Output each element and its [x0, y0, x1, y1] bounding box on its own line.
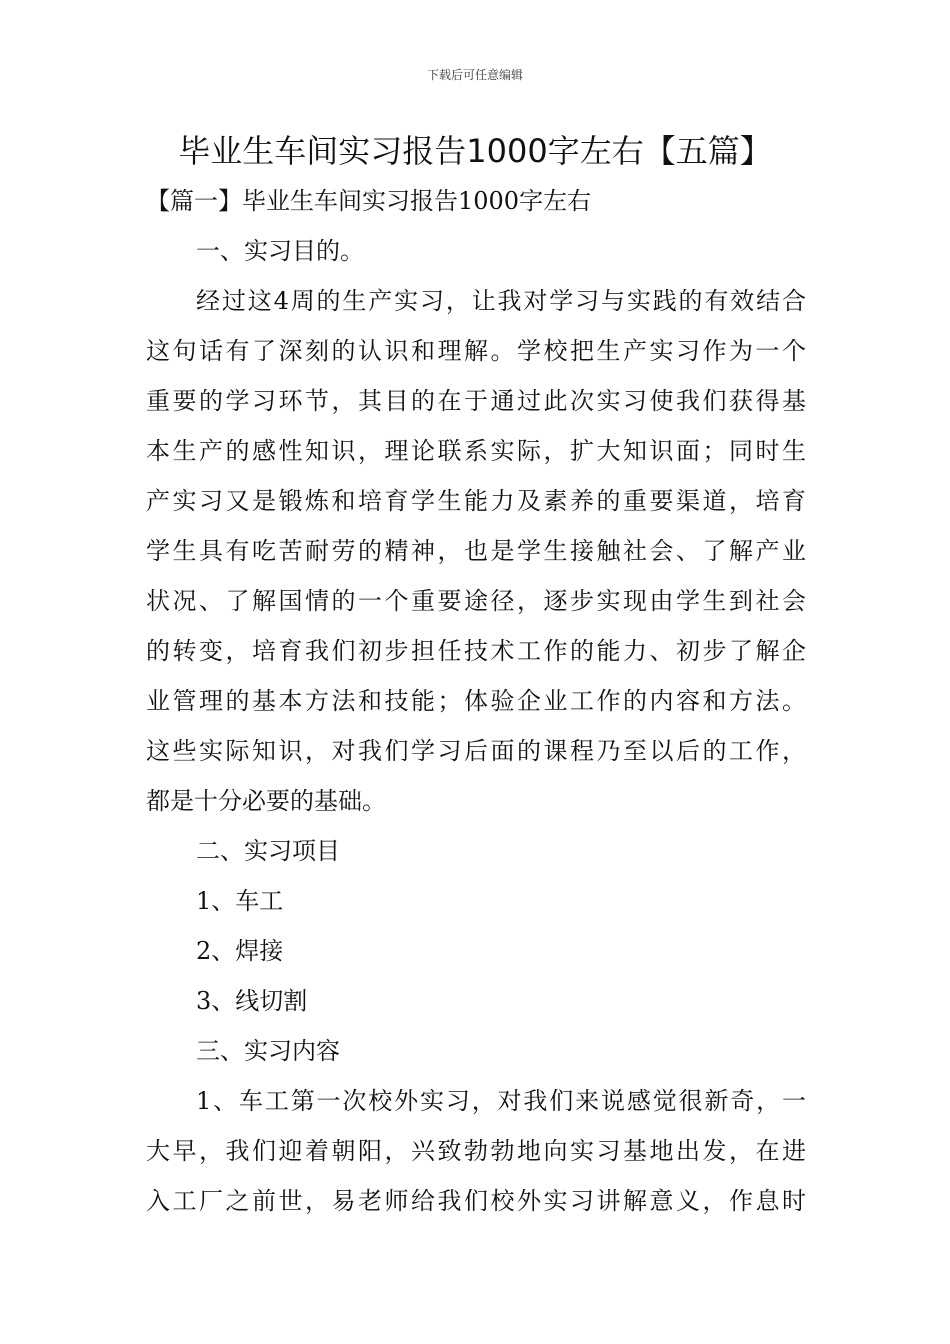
paragraph-line: 业管理的基本方法和技能；体验企业工作的内容和方法。	[146, 687, 806, 715]
paragraph-line: 状况、了解国情的一个重要途径，逐步实现由学生到社会	[146, 587, 806, 615]
document-title: 毕业生车间实习报告1000字左右【五篇】	[178, 132, 772, 170]
paragraph-line: 入工厂之前世，易老师给我们校外实习讲解意义，作息时	[146, 1187, 806, 1215]
paragraph-line: 这些实际知识，对我们学习后面的课程乃至以后的工作，	[146, 737, 806, 765]
section-heading-content: 三、实习内容	[196, 1037, 340, 1065]
part-heading: 【篇一】毕业生车间实习报告1000字左右	[146, 187, 592, 215]
list-item: 1、车工	[196, 887, 284, 915]
document-body	[146, 176, 806, 1226]
paragraph-line: 学生具有吃苦耐劳的精神，也是学生接触社会、了解产业	[146, 537, 806, 565]
paragraph-line: 这句话有了深刻的认识和理解。学校把生产实习作为一个	[146, 337, 806, 365]
paragraph-line: 重要的学习环节，其目的在于通过此次实习使我们获得基	[146, 387, 806, 415]
paragraph-purpose	[146, 276, 806, 826]
paragraph-line: 都是十分必要的基础。	[146, 787, 386, 815]
paragraph-line: 1、车工第一次校外实习，对我们来说感觉很新奇，一	[196, 1087, 806, 1115]
paragraph-line: 产实习又是锻炼和培育学生能力及素养的重要渠道，培育	[146, 487, 806, 515]
section-heading-projects: 二、实习项目	[196, 837, 340, 865]
paragraph-line: 本生产的感性知识，理论联系实际，扩大知识面；同时生	[146, 437, 806, 465]
paragraph-line: 大早，我们迎着朝阳，兴致勃勃地向实习基地出发，在进	[146, 1137, 806, 1165]
header-note: 下载后可任意编辑	[426, 68, 523, 82]
paragraph-line: 的转变，培育我们初步担任技术工作的能力、初步了解企	[146, 637, 806, 665]
list-item: 2、焊接	[196, 937, 284, 965]
section-heading-purpose: 一、实习目的。	[196, 237, 364, 265]
paragraph-content	[146, 1076, 806, 1226]
list-item: 3、线切割	[196, 987, 308, 1015]
paragraph-line: 经过这4周的生产实习，让我对学习与实践的有效结合	[196, 287, 806, 315]
